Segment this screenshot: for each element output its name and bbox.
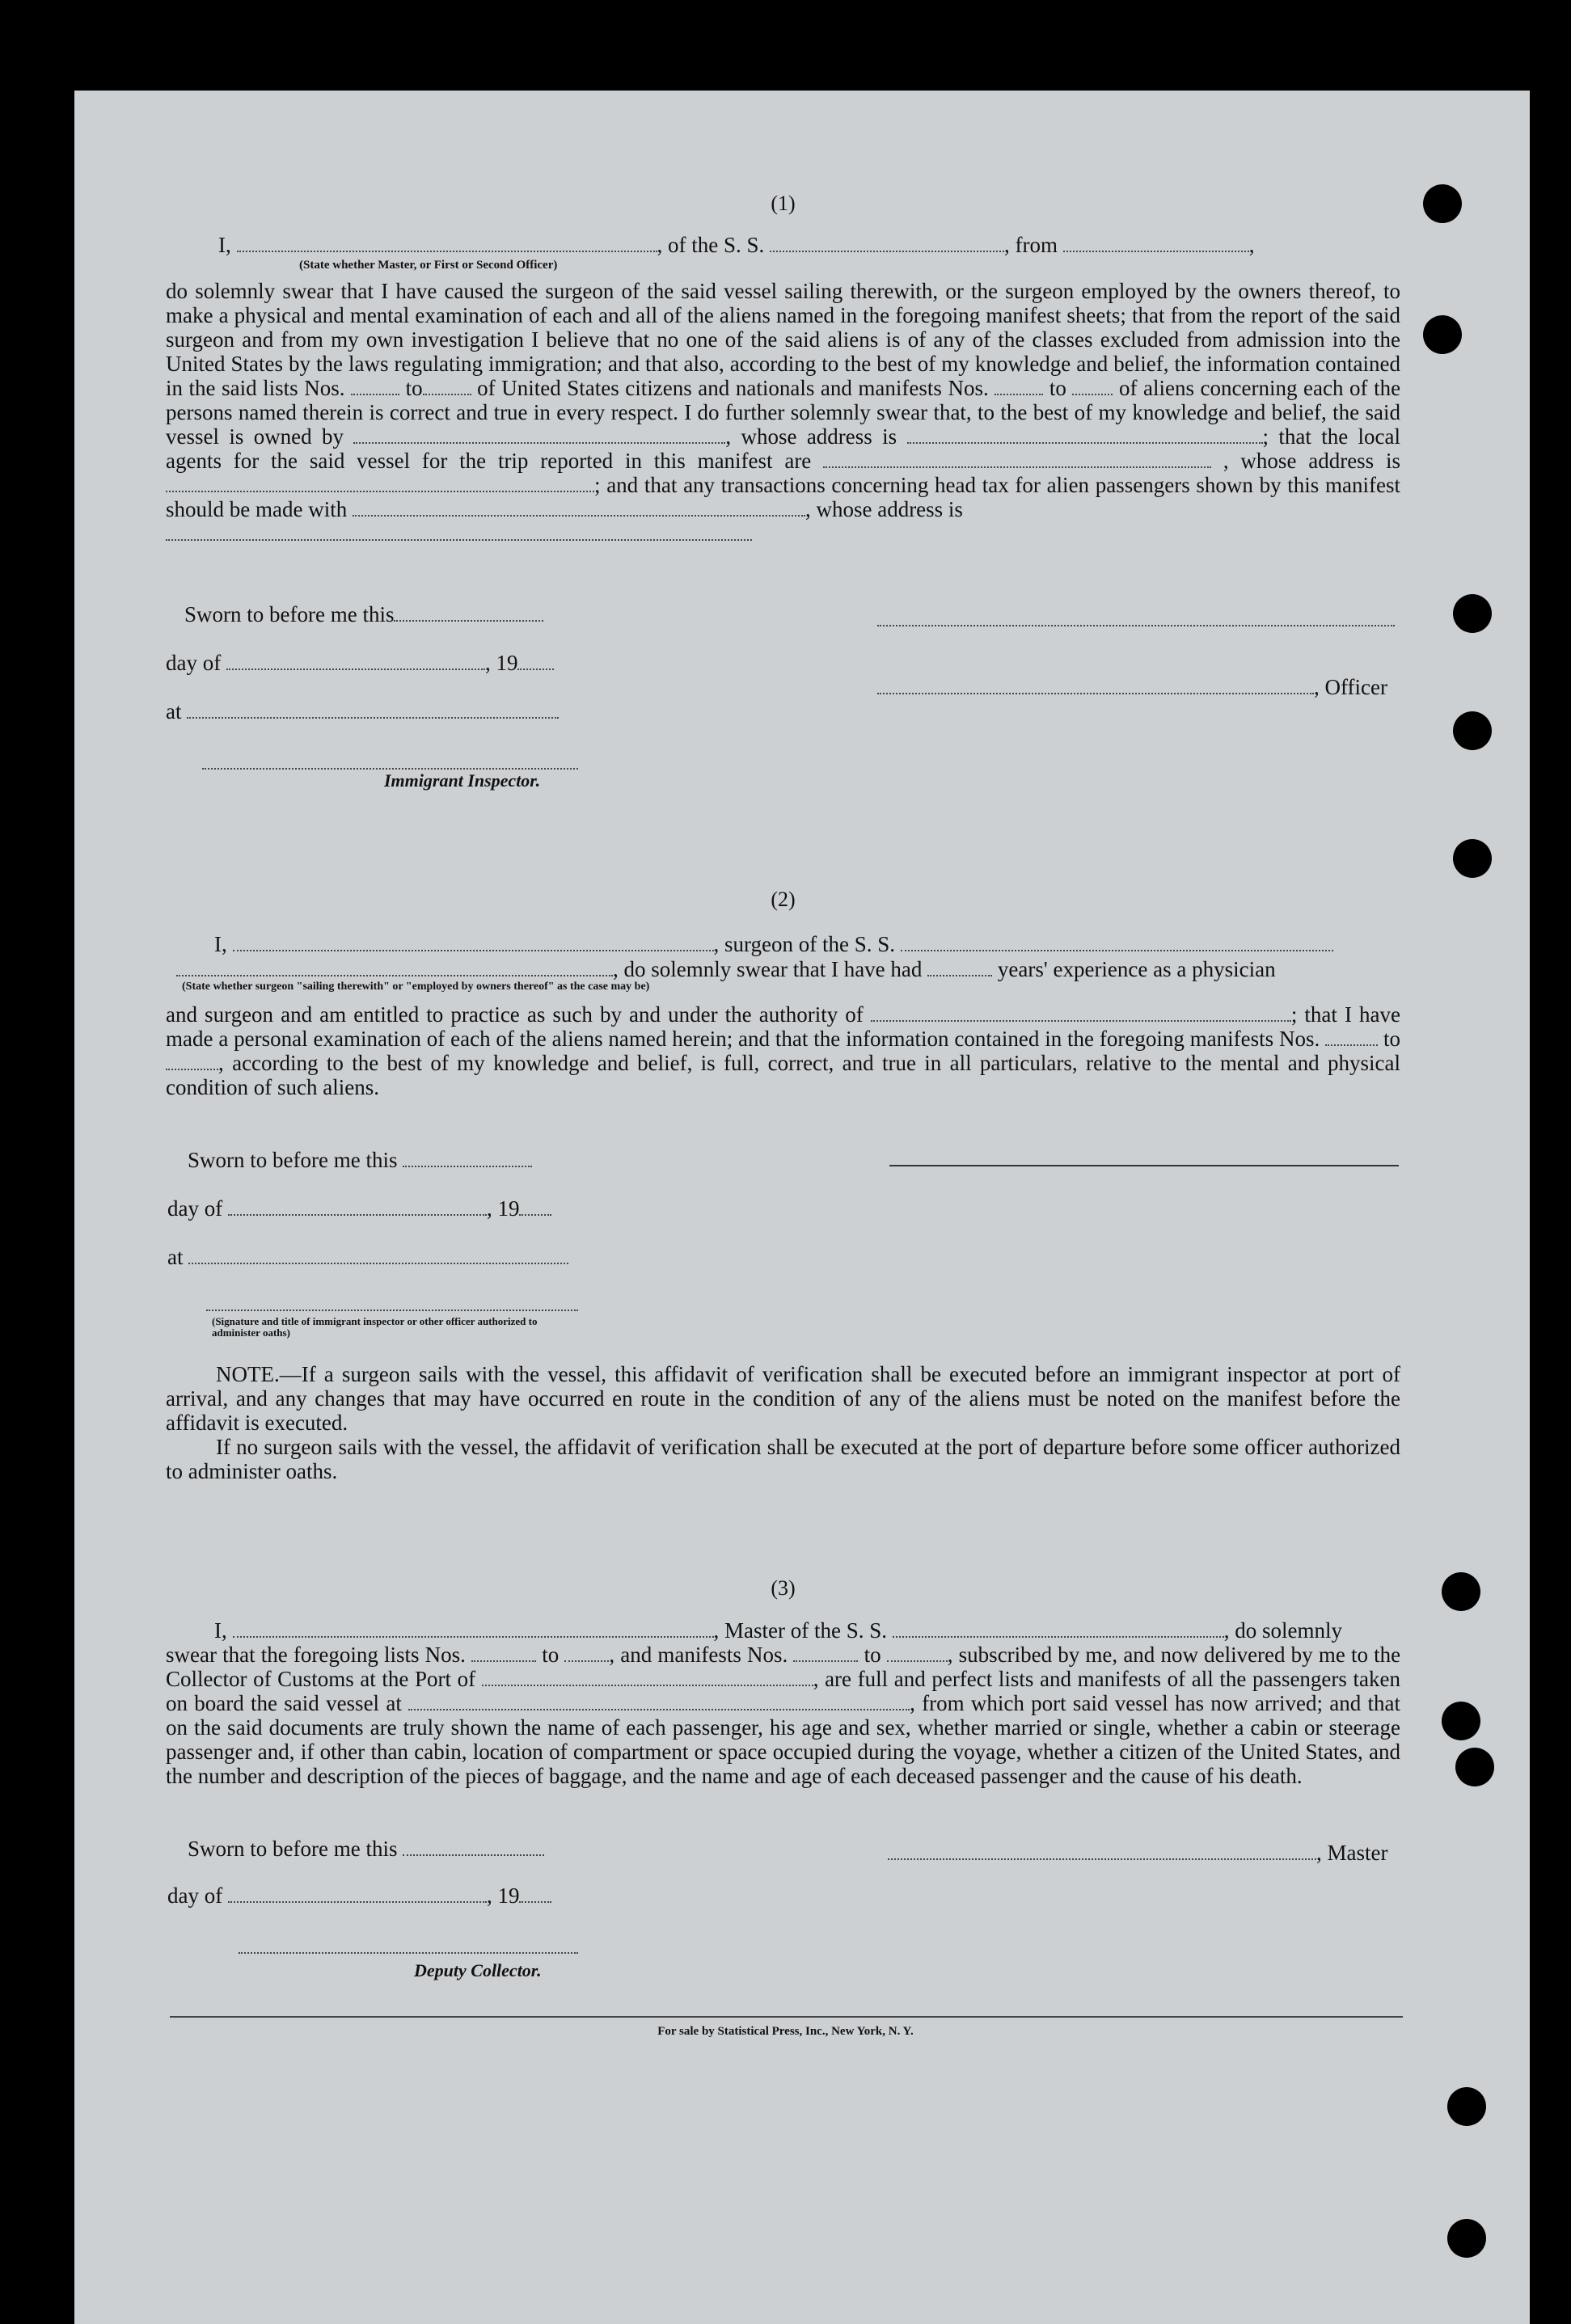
signature-caption: (Signature and title of immigrant inspector or other officer authorized to administer oaths) [212,1315,538,1339]
blank-master-signature[interactable] [888,1842,1316,1860]
at-line-1 [166,699,559,724]
blank-authority[interactable] [871,1004,1291,1022]
blank-master-vessel[interactable] [893,1620,1224,1638]
blank-manifests-to-2[interactable] [166,1052,218,1070]
blank-officer-signature[interactable] [877,677,1314,694]
section-3-line-1 [214,1618,1342,1643]
text: , Officer [1314,675,1387,699]
text: , do solemnly [1223,1618,1342,1643]
punch-hole [1455,1748,1494,1786]
text: —If a surgeon sails with the vessel, this affidavit of verification shall be executed before an immigrant inspector at port of arrival, and any changes that may have occurred en route in the condition of any of the aliens must be noted on the manifest before the affidavit is executed. [166,1362,1400,1435]
blank-owner-address[interactable] [907,426,1263,444]
blank-lists-to-3[interactable] [564,1644,609,1662]
text: , according to the best of my knowledge and belief, is full, correct, and true in all particulars, relative to the mental and physical condition of such aliens. [166,1051,1400,1099]
note-label: NOTE. [216,1362,280,1386]
officer-line [877,675,1387,700]
text: , whose address is [725,424,897,449]
punch-hole [1447,2219,1486,2258]
master-line [888,1841,1387,1866]
text: , surgeon of the S. S. [713,932,896,956]
blank-inspector-signature-2[interactable] [206,1293,578,1311]
text: swear that the foregoing lists Nos. [166,1643,466,1667]
blank-year-2[interactable] [519,1198,551,1216]
text: , from which port said vessel has now arrived; and that on the said documents are truly shown the name of each passenger, his age and sex, whether married or single, whether a cabin or steerage passenger and, if other than cabin, location of compartment or space occupied during the voyage, whether a citizen of the United States, and the number and description of the pieces of baggage, and the name and age of each deceased passenger and the cause of his death. [166,1691,1400,1788]
section-3-number: (3) [771,1576,796,1600]
blank-manifests-to-3[interactable] [887,1644,948,1662]
blank-sworn-day-2[interactable] [403,1149,532,1167]
text: day of [166,651,222,675]
blank-agents-address[interactable] [166,475,594,492]
at-line-2 [167,1245,568,1270]
section-2-number: (2) [771,888,796,911]
note-block [166,1362,1400,1483]
section-2-body [166,1002,1400,1099]
day-of-line-2 [167,1196,551,1221]
sworn-line-2 [188,1148,532,1173]
blank-at-place-2[interactable] [188,1246,568,1264]
punch-hole [1453,839,1492,878]
blank-day-month-1[interactable] [226,652,485,670]
deputy-collector-label: Deputy Collector. [414,1960,542,1980]
text: , and manifests Nos. [609,1643,788,1667]
text: , subscribed by me, and now delivered by me to the Collector of Customs at the Port of [166,1643,1401,1691]
text: , Master [1316,1841,1388,1865]
text: , whose address is [1223,449,1400,473]
text: of aliens concerning each of the persons named therein is correct and true in every respect. I do further solemnly swear that, to the best of my knowledge and belief, the said vessel is owned by [166,376,1401,449]
blank-officer-signature-top[interactable] [877,609,1395,626]
text: , [1248,233,1255,257]
text: , are full and perfect lists and manifests of all the passengers taken on board the said vessel at [166,1667,1400,1715]
text: , of the S. S. [657,233,765,257]
punch-hole [1442,1702,1480,1740]
blank-surgeon-vessel[interactable] [901,934,1333,951]
blank-from-port[interactable] [1063,234,1249,252]
text: at [166,699,182,723]
text: to [1049,376,1066,400]
section-2-line-1 [214,932,1333,957]
text: I, [214,1618,227,1643]
text: I, [214,932,227,956]
section-1-line-1 [218,233,1255,258]
text: , from [1004,233,1058,257]
text: day of [167,1196,223,1221]
section-1-body [166,279,1400,546]
surgeon-caption: (State whether surgeon "sailing therewith" or "employed by owners thereof" as the case may be) [182,981,650,993]
blank-master-name[interactable] [233,1620,714,1638]
text: to [864,1643,881,1667]
blank-head-tax-address[interactable] [166,523,752,541]
text: day of [167,1883,223,1908]
punch-hole [1447,2087,1486,2126]
text: , whose address is [805,497,963,521]
blank-port[interactable] [482,1668,813,1686]
officer-caption: (State whether Master, or First or Second Officer) [299,259,558,272]
text: do solemnly swear that I have caused the surgeon of the said vessel sailing therewith, or the surgeon employed by the owners thereof, to make a physical and mental examination of each and all of the aliens named in the foregoing manifest sheets; that from the report of the said surgeon and from my own investigation I believe that no one of the said aliens is of any of the classes excluded from admission into the United States by the laws regulating immigration; and that also, according to the best of my knowledge and belief, the information contained in the said lists Nos. [166,279,1400,400]
text: ; that the local agents for the said vessel for the trip reported in this manifest are [166,424,1401,473]
text: , 19 [486,1883,520,1908]
text: , 19 [486,1196,520,1221]
punch-hole [1442,1572,1480,1611]
blank-vessel-owner[interactable] [353,426,725,444]
sworn-line-1 [184,602,543,627]
text: Sworn to before me this [184,602,395,626]
blank-collector-signature[interactable] [239,1936,578,1954]
text: Sworn to before me this [188,1148,398,1172]
blank-sworn-day-3[interactable] [403,1838,544,1856]
blank-inspector-signature[interactable] [202,752,578,770]
blank-day-month-2[interactable] [228,1198,487,1216]
blank-lists-to[interactable] [423,377,471,395]
blank-head-tax-party[interactable] [353,499,805,517]
surgeon-signature-line[interactable] [889,1165,1399,1166]
blank-manifests-from-2[interactable] [1325,1028,1378,1046]
text: and surgeon and am entitled to practice as such by and under the authority of [166,1002,864,1027]
text: at [167,1245,184,1269]
blank-lists-from-3[interactable] [471,1644,536,1662]
blank-sworn-day-1[interactable] [394,604,543,622]
section-2-line-2 [176,957,1276,982]
footer-rule [170,2016,1403,2018]
blank-years-experience[interactable] [927,959,992,976]
immigrant-inspector-label: Immigrant Inspector. [384,770,541,791]
blank-embark-port[interactable] [408,1693,910,1710]
text: , 19 [484,651,518,675]
text: to [1383,1027,1401,1051]
punch-hole [1423,184,1462,223]
punch-hole [1453,711,1492,750]
footer-printer-note: For sale by Statistical Press, Inc., New York, N. Y. [657,2025,914,2038]
blank-manifests-from-3[interactable] [793,1644,858,1662]
blank-surgeon-name[interactable] [233,934,714,951]
text: , do solemnly swear that I have had [613,957,923,981]
text: , Master of the S. S. [713,1618,887,1643]
blank-manifests-to[interactable] [1072,377,1113,395]
text: ; and that any transactions concerning head tax for alien passengers shown by this manifest should be made with [166,473,1400,521]
blank-lists-from[interactable] [351,377,399,395]
text: If no surgeon sails with the vessel, the affidavit of verification shall be executed at the port of departure before some officer authorized to administer oaths. [166,1435,1400,1483]
day-of-line-1 [166,651,554,676]
text: I, [218,233,231,257]
sworn-line-3 [188,1837,544,1862]
blank-year-3[interactable] [519,1885,551,1903]
section-3-body [166,1643,1400,1788]
blank-vessel-name[interactable] [770,234,1004,252]
text: years' experience as a physician [997,957,1276,981]
blank-local-agents[interactable] [823,450,1211,468]
text: Sworn to before me this [188,1837,398,1861]
blank-at-place-1[interactable] [187,701,559,719]
blank-year-1[interactable] [517,652,554,670]
punch-hole [1453,594,1492,633]
section-1-number: (1) [771,192,796,215]
blank-manifests-from[interactable] [995,377,1043,395]
text: ; that I have made a personal examination of each of the aliens named herein; and that the information contained in the foregoing manifests Nos. [166,1002,1401,1051]
day-of-line-3 [167,1883,551,1909]
text: to [405,376,423,400]
text: to [542,1643,560,1667]
blank-day-month-3[interactable] [228,1885,487,1903]
punch-hole [1423,315,1462,354]
blank-surgeon-status[interactable] [176,959,613,976]
blank-officer-name[interactable] [237,234,657,252]
text: of United States citizens and nationals and manifests Nos. [477,376,989,400]
